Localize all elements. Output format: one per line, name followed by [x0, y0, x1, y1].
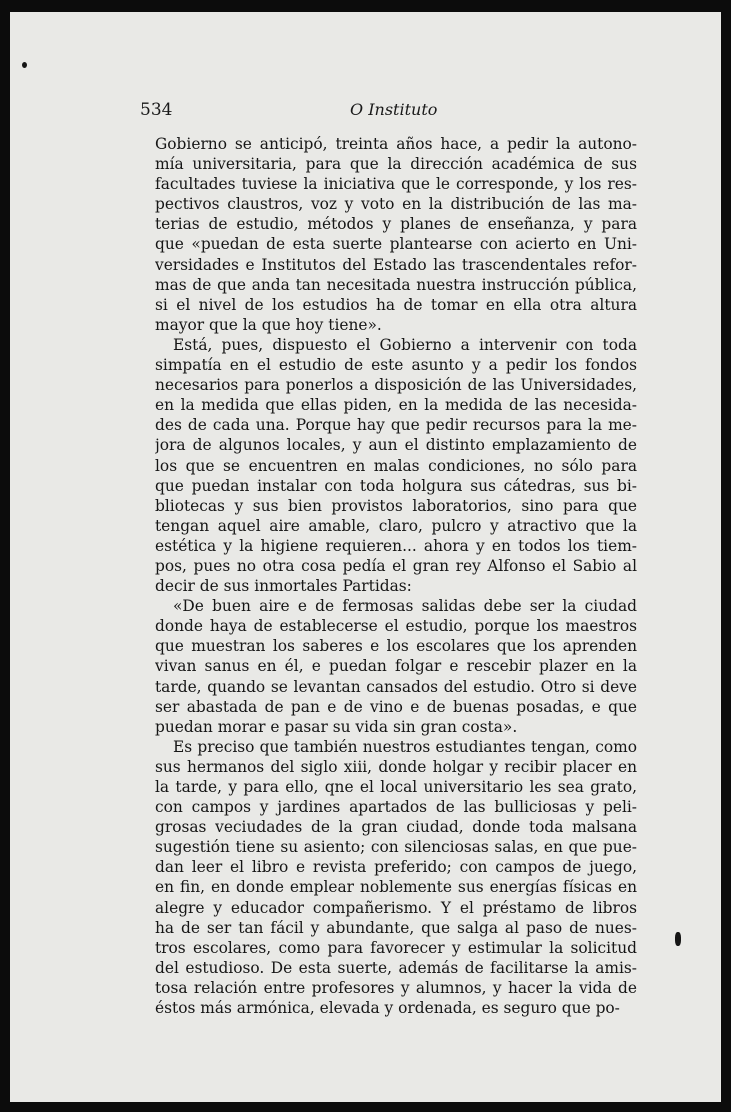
text-line: decir de sus inmortales Partidas: [155, 577, 412, 596]
text-line: donde haya de establecerse el estudio, porque los maestros [155, 617, 637, 636]
text-line: que «puedan de esta suerte plantearse con acierto en Uni- [155, 235, 637, 254]
text-line: «De buen aire e de fermosas salidas debe ser la ciudad [173, 597, 637, 616]
text-line: Está, pues, dispuesto el Gobierno a intervenir con toda [173, 335, 637, 354]
running-title: O Instituto [350, 100, 438, 119]
text-line: tarde, quando se levantan cansados del estudio. Otro si deve [155, 677, 637, 696]
text-line: los que se encuentren en malas condiciones, no sólo para [155, 456, 637, 475]
text-line: ser abastada de pan e de vino e de buenas posadas, e que [155, 697, 637, 716]
text-line: pectivos claustros, voz y voto en la distribución de las ma- [155, 195, 637, 214]
text-line: ha de ser tan fácil y abundante, que salga al paso de nues- [155, 918, 637, 937]
body-text [155, 134, 637, 1018]
text-line: que puedan instalar con toda holgura sus cátedras, sus bi- [155, 476, 637, 495]
text-line: sugestión tiene su asiento; con silenciosas salas, en que pue- [155, 838, 637, 857]
text-line: bliotecas y sus bien provistos laboratorios, sino para que [155, 496, 637, 515]
text-line: mayor que la que hoy tiene». [155, 315, 382, 334]
text-line: vivan sanus en él, e puedan folgar e rescebir plazer en la [155, 657, 637, 676]
text-line: mía universitaria, para que la dirección académica de sus [155, 155, 637, 174]
text-line: tros escolares, como para favorecer y estimular la solicitud [155, 938, 637, 957]
text-line: facultades tuviese la iniciativa que le corresponde, y los res- [155, 175, 637, 194]
text-line: terias de estudio, métodos y planes de enseñanza, y para [155, 215, 637, 234]
text-line: necesarios para ponerlos a disposición de las Universidades, [155, 376, 637, 395]
text-line: con campos y jardines apartados de las bulliciosas y peli- [155, 798, 637, 817]
text-line: en fin, en donde emplear noblemente sus energías físicas en [155, 878, 637, 897]
text-line: la tarde, y para ello, qne el local universitario les sea grato, [155, 778, 637, 796]
text-line: Es preciso que también nuestros estudiantes tengan, como [173, 737, 637, 756]
text-line: jora de algunos locales, y aun el distinto emplazamiento de [155, 436, 637, 455]
text-line: des de cada una. Porque hay que pedir recursos para la me- [155, 416, 637, 435]
text-line: si el nivel de los estudios ha de tomar en ella otra altura [155, 295, 637, 314]
text-line: Gobierno se anticipó, treinta años hace, a pedir la autono- [155, 135, 637, 153]
text-line: que muestran los saberes e los escolares que los aprenden [155, 637, 637, 656]
text-line: tengan aquel aire amable, claro, pulcro y atractivo que la [155, 516, 637, 535]
ink-speck [675, 932, 681, 946]
text-line: alegre y educador compañerismo. Y el préstamo de libros [155, 898, 637, 917]
text-line: grosas veciudades de la gran ciudad, donde toda malsana [155, 818, 637, 837]
text-line: dan leer el libro e revista preferido; con campos de juego, [155, 858, 637, 877]
text-line: éstos más armónica, elevada y ordenada, es seguro que po- [155, 999, 620, 1018]
text-line: en la medida que ellas piden, en la medida de las necesida- [155, 396, 637, 415]
text-line: estética y la higiene requieren... ahora y en todos los tiem- [155, 536, 637, 555]
text-line: tosa relación entre profesores y alumnos, y hacer la vida de [155, 978, 637, 997]
text-line: puedan morar e pasar su vida sin gran costa». [155, 717, 518, 736]
text-line: simpatía en el estudio de este asunto y a pedir los fondos [155, 356, 637, 375]
text-line: del estudioso. De esta suerte, además de facilitarse la amis- [155, 958, 637, 977]
text-line: pos, pues no otra cosa pedía el gran rey Alfonso el Sabio al [155, 556, 637, 575]
ink-speck [22, 62, 27, 68]
text-line: versidades e Institutos del Estado las trascendentales refor- [155, 255, 637, 274]
page-number: 534 [140, 100, 173, 120]
page-header [140, 100, 610, 128]
text-line: sus hermanos del siglo xiii, donde holgar y recibir placer en [155, 757, 637, 776]
book-page [10, 12, 721, 1102]
text-line: mas de que anda tan necesitada nuestra instrucción pública, [155, 275, 637, 294]
